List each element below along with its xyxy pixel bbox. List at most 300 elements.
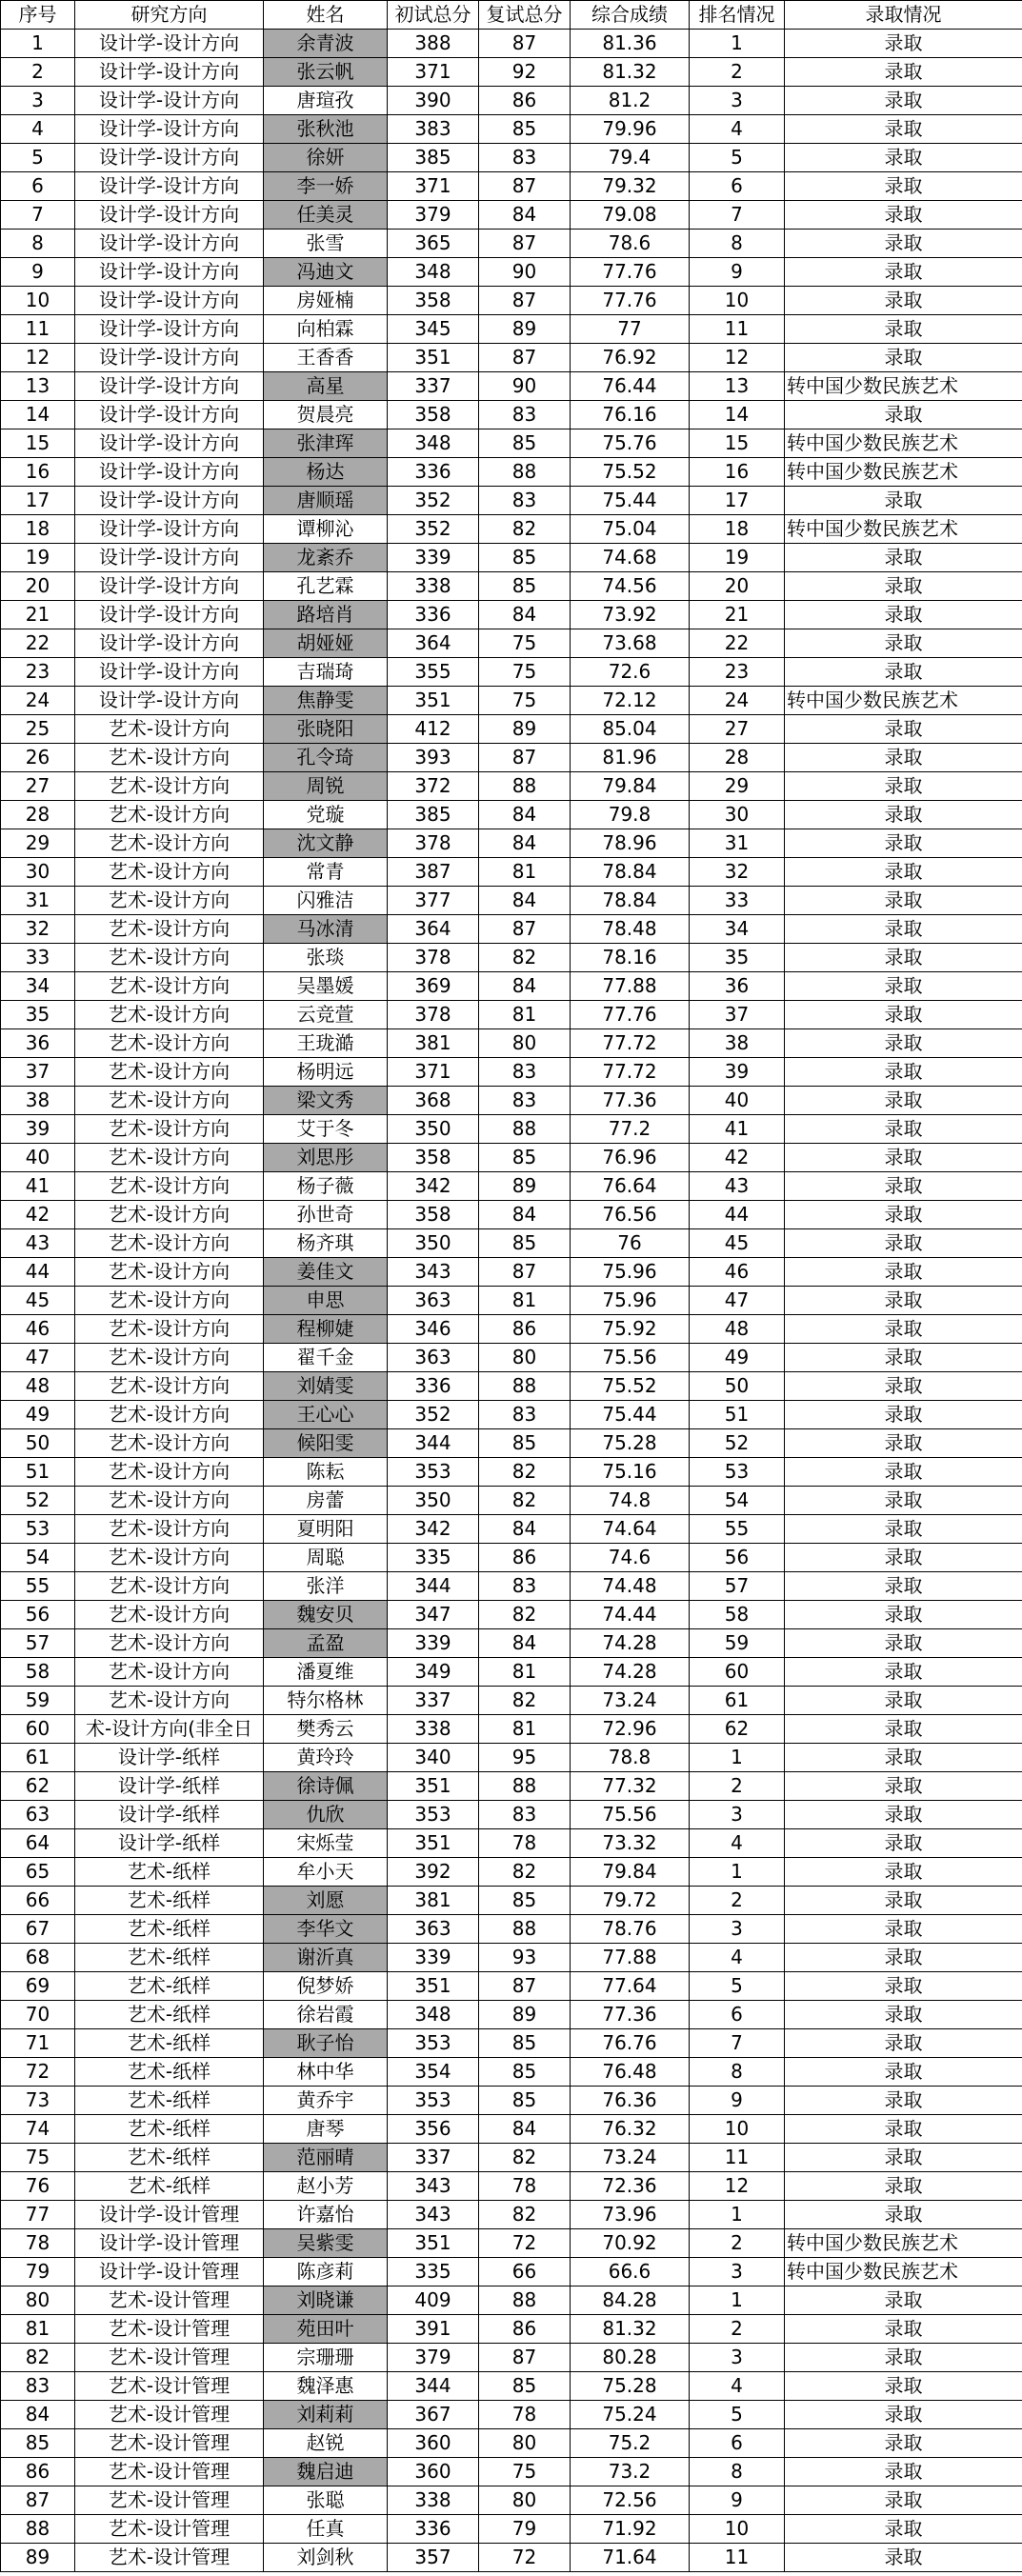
cell-admission[interactable]: 录取 — [785, 801, 1022, 829]
cell-no[interactable]: 44 — [1, 1258, 75, 1287]
cell-admission[interactable]: 录取 — [785, 1144, 1022, 1172]
cell-direction[interactable]: 设计学-设计管理 — [75, 2258, 264, 2286]
cell-rank[interactable]: 38 — [690, 1029, 785, 1058]
cell-rank[interactable]: 20 — [690, 572, 785, 601]
cell-admission[interactable]: 录取 — [785, 1629, 1022, 1658]
cell-total-score[interactable]: 66.6 — [571, 2258, 690, 2286]
cell-name[interactable]: 党璇 — [264, 801, 388, 829]
cell-direction[interactable]: 设计学-设计方向 — [75, 287, 264, 315]
cell-total-score[interactable]: 75.52 — [571, 458, 690, 487]
cell-initial-score[interactable]: 356 — [388, 2115, 479, 2144]
cell-name[interactable]: 焦静雯 — [264, 687, 388, 715]
cell-retest-score[interactable]: 82 — [479, 1858, 571, 1887]
cell-rank[interactable]: 4 — [690, 2372, 785, 2401]
cell-rank[interactable]: 10 — [690, 2515, 785, 2544]
cell-admission[interactable]: 录取 — [785, 1715, 1022, 1744]
cell-initial-score[interactable]: 347 — [388, 1601, 479, 1629]
cell-direction[interactable]: 艺术-设计方向 — [75, 1544, 264, 1572]
cell-initial-score[interactable]: 377 — [388, 887, 479, 915]
cell-name[interactable]: 马冰清 — [264, 915, 388, 944]
cell-admission[interactable]: 录取 — [785, 1229, 1022, 1258]
cell-admission[interactable]: 录取 — [785, 1801, 1022, 1829]
cell-name[interactable]: 王香香 — [264, 344, 388, 372]
cell-no[interactable]: 8 — [1, 230, 75, 258]
cell-admission[interactable]: 录取 — [785, 1744, 1022, 1772]
cell-initial-score[interactable]: 353 — [388, 2087, 479, 2115]
cell-no[interactable]: 58 — [1, 1658, 75, 1687]
cell-total-score[interactable]: 73.68 — [571, 629, 690, 658]
cell-total-score[interactable]: 84.28 — [571, 2286, 690, 2315]
cell-name[interactable]: 路培肖 — [264, 601, 388, 629]
cell-retest-score[interactable]: 84 — [479, 2115, 571, 2144]
cell-initial-score[interactable]: 352 — [388, 487, 479, 515]
cell-admission[interactable]: 录取 — [785, 1487, 1022, 1515]
cell-direction[interactable]: 设计学-纸样 — [75, 1772, 264, 1801]
cell-retest-score[interactable]: 72 — [479, 2229, 571, 2258]
cell-direction[interactable]: 艺术-设计方向 — [75, 1601, 264, 1629]
cell-no[interactable]: 87 — [1, 2486, 75, 2515]
cell-name[interactable]: 房娅楠 — [264, 287, 388, 315]
cell-retest-score[interactable]: 82 — [479, 1487, 571, 1515]
cell-initial-score[interactable]: 350 — [388, 1229, 479, 1258]
cell-total-score[interactable]: 76.44 — [571, 372, 690, 401]
cell-retest-score[interactable]: 82 — [479, 1687, 571, 1715]
cell-no[interactable]: 83 — [1, 2372, 75, 2401]
cell-direction[interactable]: 艺术-纸样 — [75, 2029, 264, 2058]
cell-no[interactable]: 6 — [1, 172, 75, 201]
cell-retest-score[interactable]: 86 — [479, 1544, 571, 1572]
cell-name[interactable]: 余青波 — [264, 30, 388, 58]
cell-admission[interactable]: 录取 — [785, 201, 1022, 230]
cell-initial-score[interactable]: 338 — [388, 2486, 479, 2515]
cell-total-score[interactable]: 78.6 — [571, 230, 690, 258]
cell-no[interactable]: 76 — [1, 2172, 75, 2201]
cell-retest-score[interactable]: 87 — [479, 287, 571, 315]
cell-retest-score[interactable]: 83 — [479, 1087, 571, 1115]
cell-direction[interactable]: 艺术-设计方向 — [75, 1401, 264, 1429]
cell-total-score[interactable]: 76.48 — [571, 2058, 690, 2087]
cell-direction[interactable]: 设计学-设计方向 — [75, 629, 264, 658]
cell-initial-score[interactable]: 351 — [388, 2229, 479, 2258]
cell-name[interactable]: 唐顺瑶 — [264, 487, 388, 515]
cell-name[interactable]: 龙紊乔 — [264, 544, 388, 572]
cell-rank[interactable]: 5 — [690, 144, 785, 172]
cell-total-score[interactable]: 71.92 — [571, 2515, 690, 2544]
cell-total-score[interactable]: 77.64 — [571, 1972, 690, 2001]
cell-rank[interactable]: 51 — [690, 1401, 785, 1429]
cell-initial-score[interactable]: 358 — [388, 1201, 479, 1229]
cell-no[interactable]: 61 — [1, 1744, 75, 1772]
cell-total-score[interactable]: 77.72 — [571, 1029, 690, 1058]
cell-admission[interactable]: 录取 — [785, 658, 1022, 687]
cell-name[interactable]: 夏明阳 — [264, 1515, 388, 1544]
cell-initial-score[interactable]: 363 — [388, 1344, 479, 1372]
cell-direction[interactable]: 艺术-设计方向 — [75, 1029, 264, 1058]
cell-admission[interactable]: 录取 — [785, 1201, 1022, 1229]
cell-direction[interactable]: 艺术-纸样 — [75, 1972, 264, 2001]
cell-initial-score[interactable]: 350 — [388, 1115, 479, 1144]
cell-retest-score[interactable]: 83 — [479, 144, 571, 172]
cell-rank[interactable]: 48 — [690, 1315, 785, 1344]
cell-direction[interactable]: 设计学-纸样 — [75, 1801, 264, 1829]
cell-rank[interactable]: 2 — [690, 1887, 785, 1915]
cell-initial-score[interactable]: 385 — [388, 144, 479, 172]
cell-direction[interactable]: 艺术-纸样 — [75, 2144, 264, 2172]
cell-name[interactable]: 张聪 — [264, 2486, 388, 2515]
cell-rank[interactable]: 52 — [690, 1429, 785, 1458]
cell-no[interactable]: 75 — [1, 2144, 75, 2172]
cell-direction[interactable]: 艺术-设计方向 — [75, 1058, 264, 1087]
cell-initial-score[interactable]: 371 — [388, 1058, 479, 1087]
cell-no[interactable]: 37 — [1, 1058, 75, 1087]
cell-direction[interactable]: 艺术-设计方向 — [75, 1229, 264, 1258]
cell-admission[interactable]: 转中国少数民族艺术 — [785, 515, 1022, 544]
cell-rank[interactable]: 53 — [690, 1458, 785, 1487]
cell-no[interactable]: 29 — [1, 829, 75, 858]
cell-rank[interactable]: 2 — [690, 2315, 785, 2344]
cell-retest-score[interactable]: 82 — [479, 1458, 571, 1487]
cell-direction[interactable]: 艺术-设计方向 — [75, 972, 264, 1001]
cell-initial-score[interactable]: 393 — [388, 744, 479, 772]
cell-initial-score[interactable]: 337 — [388, 2144, 479, 2172]
cell-initial-score[interactable]: 344 — [388, 1429, 479, 1458]
cell-rank[interactable]: 17 — [690, 487, 785, 515]
cell-admission[interactable]: 录取 — [785, 1687, 1022, 1715]
cell-direction[interactable]: 艺术-设计方向 — [75, 944, 264, 972]
cell-name[interactable]: 耿子怡 — [264, 2029, 388, 2058]
cell-name[interactable]: 宋烁莹 — [264, 1829, 388, 1858]
cell-rank[interactable]: 54 — [690, 1487, 785, 1515]
cell-name[interactable]: 杨明远 — [264, 1058, 388, 1087]
cell-no[interactable]: 49 — [1, 1401, 75, 1429]
cell-no[interactable]: 59 — [1, 1687, 75, 1715]
cell-retest-score[interactable]: 88 — [479, 1372, 571, 1401]
cell-retest-score[interactable]: 83 — [479, 1572, 571, 1601]
cell-retest-score[interactable]: 72 — [479, 2544, 571, 2572]
cell-direction[interactable]: 艺术-设计管理 — [75, 2458, 264, 2486]
cell-retest-score[interactable]: 87 — [479, 344, 571, 372]
cell-name[interactable]: 杨齐琪 — [264, 1229, 388, 1258]
cell-initial-score[interactable]: 383 — [388, 115, 479, 144]
cell-name[interactable]: 孔令琦 — [264, 744, 388, 772]
cell-retest-score[interactable]: 88 — [479, 772, 571, 801]
cell-initial-score[interactable]: 351 — [388, 1972, 479, 2001]
cell-name[interactable]: 张津珲 — [264, 429, 388, 458]
cell-no[interactable]: 25 — [1, 715, 75, 744]
cell-total-score[interactable]: 76.56 — [571, 1201, 690, 1229]
cell-no[interactable]: 74 — [1, 2115, 75, 2144]
cell-total-score[interactable]: 78.16 — [571, 944, 690, 972]
cell-direction[interactable]: 艺术-设计方向 — [75, 715, 264, 744]
cell-initial-score[interactable]: 364 — [388, 915, 479, 944]
cell-admission[interactable]: 录取 — [785, 2544, 1022, 2572]
cell-admission[interactable]: 录取 — [785, 2001, 1022, 2029]
cell-retest-score[interactable]: 78 — [479, 2172, 571, 2201]
cell-admission[interactable]: 转中国少数民族艺术 — [785, 2258, 1022, 2286]
cell-name[interactable]: 吉瑞琦 — [264, 658, 388, 687]
cell-initial-score[interactable]: 363 — [388, 1287, 479, 1315]
cell-total-score[interactable]: 75.52 — [571, 1372, 690, 1401]
cell-admission[interactable]: 录取 — [785, 2172, 1022, 2201]
cell-retest-score[interactable]: 87 — [479, 172, 571, 201]
cell-rank[interactable]: 12 — [690, 2172, 785, 2201]
cell-total-score[interactable]: 74.44 — [571, 1601, 690, 1629]
cell-name[interactable]: 向柏霖 — [264, 315, 388, 344]
cell-no[interactable]: 50 — [1, 1429, 75, 1458]
cell-no[interactable]: 33 — [1, 944, 75, 972]
cell-total-score[interactable]: 77.76 — [571, 1001, 690, 1029]
cell-direction[interactable]: 艺术-设计方向 — [75, 1372, 264, 1401]
cell-total-score[interactable]: 73.24 — [571, 2144, 690, 2172]
cell-admission[interactable]: 录取 — [785, 1829, 1022, 1858]
cell-retest-score[interactable]: 87 — [479, 1972, 571, 2001]
cell-direction[interactable]: 艺术-设计方向 — [75, 1429, 264, 1458]
cell-name[interactable]: 申思 — [264, 1287, 388, 1315]
cell-total-score[interactable]: 75.28 — [571, 1429, 690, 1458]
cell-admission[interactable]: 转中国少数民族艺术 — [785, 372, 1022, 401]
cell-direction[interactable]: 设计学-设计方向 — [75, 172, 264, 201]
cell-total-score[interactable]: 79.96 — [571, 115, 690, 144]
cell-no[interactable]: 7 — [1, 201, 75, 230]
cell-initial-score[interactable]: 339 — [388, 1944, 479, 1972]
cell-admission[interactable]: 录取 — [785, 115, 1022, 144]
cell-no[interactable]: 12 — [1, 344, 75, 372]
cell-retest-score[interactable]: 90 — [479, 372, 571, 401]
cell-no[interactable]: 45 — [1, 1287, 75, 1315]
cell-no[interactable]: 24 — [1, 687, 75, 715]
cell-initial-score[interactable]: 351 — [388, 344, 479, 372]
cell-no[interactable]: 3 — [1, 87, 75, 115]
cell-no[interactable]: 32 — [1, 915, 75, 944]
cell-name[interactable]: 闪雅洁 — [264, 887, 388, 915]
cell-admission[interactable]: 录取 — [785, 30, 1022, 58]
cell-direction[interactable]: 设计学-设计方向 — [75, 544, 264, 572]
cell-direction[interactable]: 设计学-设计方向 — [75, 572, 264, 601]
cell-direction[interactable]: 艺术-设计管理 — [75, 2372, 264, 2401]
cell-total-score[interactable]: 78.96 — [571, 829, 690, 858]
cell-total-score[interactable]: 76.64 — [571, 1172, 690, 1201]
cell-direction[interactable]: 艺术-设计方向 — [75, 1172, 264, 1201]
cell-total-score[interactable]: 79.84 — [571, 772, 690, 801]
cell-initial-score[interactable]: 358 — [388, 287, 479, 315]
cell-total-score[interactable]: 72.36 — [571, 2172, 690, 2201]
cell-total-score[interactable]: 79.4 — [571, 144, 690, 172]
cell-name[interactable]: 张洋 — [264, 1572, 388, 1601]
cell-no[interactable]: 60 — [1, 1715, 75, 1744]
cell-rank[interactable]: 2 — [690, 2229, 785, 2258]
cell-rank[interactable]: 39 — [690, 1058, 785, 1087]
cell-total-score[interactable]: 77.76 — [571, 287, 690, 315]
cell-no[interactable]: 84 — [1, 2401, 75, 2429]
cell-total-score[interactable]: 75.04 — [571, 515, 690, 544]
cell-name[interactable]: 林中华 — [264, 2058, 388, 2087]
cell-rank[interactable]: 34 — [690, 915, 785, 944]
cell-rank[interactable]: 9 — [690, 2486, 785, 2515]
cell-total-score[interactable]: 75.96 — [571, 1287, 690, 1315]
cell-rank[interactable]: 3 — [690, 1801, 785, 1829]
cell-initial-score[interactable]: 360 — [388, 2458, 479, 2486]
cell-initial-score[interactable]: 378 — [388, 1001, 479, 1029]
cell-no[interactable]: 23 — [1, 658, 75, 687]
cell-admission[interactable]: 录取 — [785, 2486, 1022, 2515]
cell-admission[interactable]: 转中国少数民族艺术 — [785, 429, 1022, 458]
cell-retest-score[interactable]: 80 — [479, 2429, 571, 2458]
cell-direction[interactable]: 艺术-设计方向 — [75, 887, 264, 915]
cell-initial-score[interactable]: 358 — [388, 1144, 479, 1172]
cell-no[interactable]: 42 — [1, 1201, 75, 1229]
cell-direction[interactable]: 设计学-设计方向 — [75, 487, 264, 515]
cell-total-score[interactable]: 77.76 — [571, 258, 690, 287]
cell-rank[interactable]: 36 — [690, 972, 785, 1001]
cell-admission[interactable]: 录取 — [785, 230, 1022, 258]
cell-rank[interactable]: 9 — [690, 258, 785, 287]
cell-retest-score[interactable]: 81 — [479, 1715, 571, 1744]
cell-no[interactable]: 35 — [1, 1001, 75, 1029]
cell-rank[interactable]: 5 — [690, 1972, 785, 2001]
cell-rank[interactable]: 18 — [690, 515, 785, 544]
cell-retest-score[interactable]: 84 — [479, 887, 571, 915]
cell-admission[interactable]: 录取 — [785, 2286, 1022, 2315]
cell-direction[interactable]: 设计学-设计方向 — [75, 687, 264, 715]
cell-initial-score[interactable]: 355 — [388, 658, 479, 687]
cell-retest-score[interactable]: 86 — [479, 87, 571, 115]
header-initial-score[interactable]: 初试总分 — [388, 1, 479, 30]
cell-rank[interactable]: 8 — [690, 2058, 785, 2087]
cell-initial-score[interactable]: 338 — [388, 1715, 479, 1744]
cell-direction[interactable]: 艺术-纸样 — [75, 2087, 264, 2115]
cell-admission[interactable]: 录取 — [785, 1372, 1022, 1401]
cell-name[interactable]: 刘婧雯 — [264, 1372, 388, 1401]
cell-retest-score[interactable]: 85 — [479, 2058, 571, 2087]
cell-no[interactable]: 2 — [1, 58, 75, 87]
cell-initial-score[interactable]: 381 — [388, 1029, 479, 1058]
cell-total-score[interactable]: 85.04 — [571, 715, 690, 744]
cell-initial-score[interactable]: 342 — [388, 1172, 479, 1201]
cell-rank[interactable]: 4 — [690, 1829, 785, 1858]
cell-direction[interactable]: 艺术-设计管理 — [75, 2401, 264, 2429]
cell-direction[interactable]: 艺术-设计方向 — [75, 1515, 264, 1544]
cell-admission[interactable]: 录取 — [785, 744, 1022, 772]
cell-rank[interactable]: 19 — [690, 544, 785, 572]
cell-no[interactable]: 34 — [1, 972, 75, 1001]
cell-direction[interactable]: 设计学-设计方向 — [75, 344, 264, 372]
cell-total-score[interactable]: 76.32 — [571, 2115, 690, 2144]
cell-name[interactable]: 黄玲玲 — [264, 1744, 388, 1772]
cell-initial-score[interactable]: 352 — [388, 515, 479, 544]
cell-retest-score[interactable]: 87 — [479, 30, 571, 58]
cell-no[interactable]: 19 — [1, 544, 75, 572]
cell-initial-score[interactable]: 335 — [388, 1544, 479, 1572]
cell-direction[interactable]: 设计学-设计管理 — [75, 2229, 264, 2258]
cell-name[interactable]: 高星 — [264, 372, 388, 401]
cell-retest-score[interactable]: 83 — [479, 1801, 571, 1829]
cell-no[interactable]: 5 — [1, 144, 75, 172]
cell-total-score[interactable]: 76.92 — [571, 344, 690, 372]
cell-total-score[interactable]: 77 — [571, 315, 690, 344]
cell-no[interactable]: 79 — [1, 2258, 75, 2286]
cell-rank[interactable]: 42 — [690, 1144, 785, 1172]
cell-retest-score[interactable]: 81 — [479, 858, 571, 887]
cell-initial-score[interactable]: 343 — [388, 2172, 479, 2201]
cell-retest-score[interactable]: 86 — [479, 2315, 571, 2344]
cell-retest-score[interactable]: 89 — [479, 715, 571, 744]
cell-no[interactable]: 85 — [1, 2429, 75, 2458]
cell-no[interactable]: 55 — [1, 1572, 75, 1601]
cell-admission[interactable]: 转中国少数民族艺术 — [785, 687, 1022, 715]
cell-admission[interactable]: 录取 — [785, 1344, 1022, 1372]
cell-admission[interactable]: 录取 — [785, 1915, 1022, 1944]
cell-retest-score[interactable]: 82 — [479, 515, 571, 544]
cell-retest-score[interactable]: 75 — [479, 658, 571, 687]
cell-rank[interactable]: 12 — [690, 344, 785, 372]
cell-retest-score[interactable]: 85 — [479, 115, 571, 144]
cell-rank[interactable]: 6 — [690, 2429, 785, 2458]
cell-rank[interactable]: 35 — [690, 944, 785, 972]
cell-total-score[interactable]: 76.36 — [571, 2087, 690, 2115]
cell-no[interactable]: 26 — [1, 744, 75, 772]
cell-rank[interactable]: 50 — [690, 1372, 785, 1401]
cell-name[interactable]: 刘莉莉 — [264, 2401, 388, 2429]
cell-total-score[interactable]: 71.64 — [571, 2544, 690, 2572]
cell-total-score[interactable]: 73.96 — [571, 2201, 690, 2229]
cell-admission[interactable]: 录取 — [785, 772, 1022, 801]
cell-no[interactable]: 54 — [1, 1544, 75, 1572]
cell-name[interactable]: 樊秀云 — [264, 1715, 388, 1744]
cell-total-score[interactable]: 78.48 — [571, 915, 690, 944]
cell-direction[interactable]: 设计学-设计方向 — [75, 458, 264, 487]
cell-rank[interactable]: 37 — [690, 1001, 785, 1029]
cell-direction[interactable]: 艺术-设计方向 — [75, 1315, 264, 1344]
cell-total-score[interactable]: 75.76 — [571, 429, 690, 458]
cell-total-score[interactable]: 74.68 — [571, 544, 690, 572]
cell-direction[interactable]: 艺术-设计方向 — [75, 1115, 264, 1144]
cell-name[interactable]: 吴紫雯 — [264, 2229, 388, 2258]
cell-rank[interactable]: 6 — [690, 172, 785, 201]
cell-rank[interactable]: 4 — [690, 1944, 785, 1972]
cell-total-score[interactable]: 77.88 — [571, 972, 690, 1001]
cell-retest-score[interactable]: 66 — [479, 2258, 571, 2286]
cell-retest-score[interactable]: 84 — [479, 972, 571, 1001]
cell-name[interactable]: 候阳雯 — [264, 1429, 388, 1458]
cell-admission[interactable]: 录取 — [785, 829, 1022, 858]
cell-no[interactable]: 81 — [1, 2315, 75, 2344]
cell-total-score[interactable]: 74.6 — [571, 1544, 690, 1572]
cell-retest-score[interactable]: 85 — [479, 2372, 571, 2401]
cell-retest-score[interactable]: 84 — [479, 601, 571, 629]
cell-no[interactable]: 22 — [1, 629, 75, 658]
cell-admission[interactable]: 录取 — [785, 1772, 1022, 1801]
cell-rank[interactable]: 21 — [690, 601, 785, 629]
cell-direction[interactable]: 设计学-设计方向 — [75, 201, 264, 230]
cell-rank[interactable]: 31 — [690, 829, 785, 858]
cell-total-score[interactable]: 78.84 — [571, 858, 690, 887]
cell-no[interactable]: 36 — [1, 1029, 75, 1058]
cell-name[interactable]: 魏启迪 — [264, 2458, 388, 2486]
cell-total-score[interactable]: 74.48 — [571, 1572, 690, 1601]
cell-direction[interactable]: 艺术-设计方向 — [75, 915, 264, 944]
cell-no[interactable]: 9 — [1, 258, 75, 287]
cell-name[interactable]: 魏泽惠 — [264, 2372, 388, 2401]
cell-name[interactable]: 孟盈 — [264, 1629, 388, 1658]
cell-name[interactable]: 倪梦娇 — [264, 1972, 388, 2001]
cell-total-score[interactable]: 73.32 — [571, 1829, 690, 1858]
cell-admission[interactable]: 录取 — [785, 629, 1022, 658]
cell-admission[interactable]: 录取 — [785, 2429, 1022, 2458]
cell-no[interactable]: 1 — [1, 30, 75, 58]
cell-admission[interactable]: 录取 — [785, 1887, 1022, 1915]
cell-retest-score[interactable]: 85 — [479, 1144, 571, 1172]
cell-retest-score[interactable]: 88 — [479, 1772, 571, 1801]
